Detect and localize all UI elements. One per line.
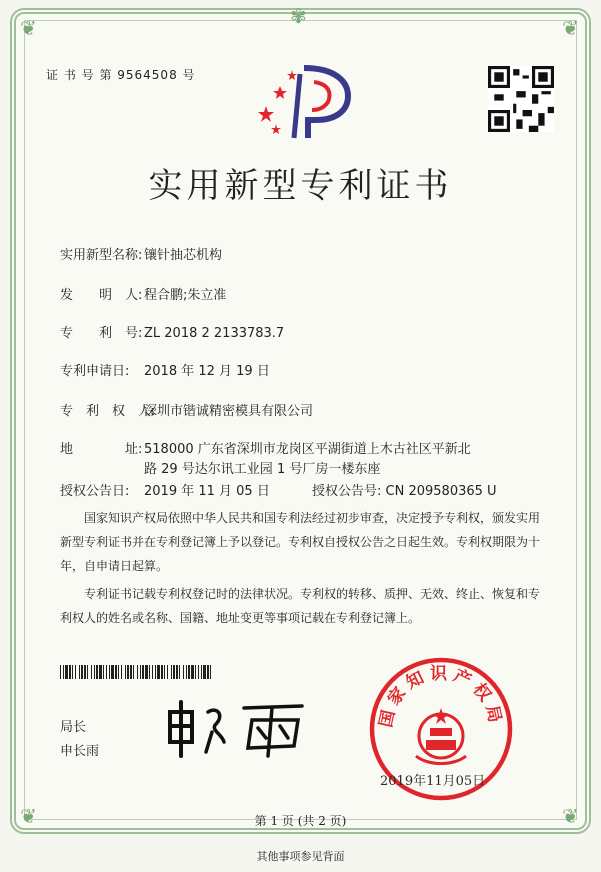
- barcode-bar: [99, 665, 102, 679]
- barcode-bar: [65, 665, 68, 679]
- paragraph-grant: 国家知识产权局依照中华人民共和国专利法经过初步审查，决定授予专利权，颁发实用新型专利证书并在专利登记簿上予以登记。专利权自授权公告之日起生效。专利权期限为十年，自申请日起算。: [60, 511, 541, 573]
- seal-date: 2019年11月05日: [380, 774, 486, 789]
- director-name: 申长雨: [60, 744, 100, 759]
- barcode-bar: [191, 665, 194, 679]
- barcode-bar: [137, 665, 138, 679]
- barcode-bar: [127, 665, 129, 679]
- barcode-bar: [149, 665, 150, 679]
- barcode-bar: [188, 665, 190, 679]
- barcode-bar: [176, 665, 178, 679]
- field-address-line2: 路 29 号达尔讯工业园 1 号厂房一楼东座: [144, 462, 381, 477]
- barcode-bar: [167, 665, 168, 679]
- barcode-bar: [94, 665, 95, 679]
- field-announce-number: 授权公告号: CN 209580365 U: [312, 484, 497, 499]
- paragraph-legal-status: 专利证书记载专利权登记时的法律状况。专利权的转移、质押、无效、终止、恢复和专利权人的姓名或名称、国籍、地址变更等事项记载在专利登记簿上。: [60, 587, 541, 625]
- field-patentee: 专 利 权 人:深圳市锴诚精密模具有限公司: [60, 404, 314, 419]
- corner-ornament-icon: ❦: [20, 804, 37, 828]
- certificate-title: 实用新型专利证书: [148, 166, 453, 206]
- barcode-bar: [63, 665, 64, 679]
- barcode-bar: [115, 665, 117, 679]
- barcode-bar: [81, 665, 83, 679]
- barcode-bar: [109, 665, 110, 679]
- corner-ornament-icon: ❦: [20, 16, 37, 40]
- seal-text: 国家知识产权局: [376, 664, 506, 730]
- field-patent-number: 专 利 号: ZL 2018 2 2133783.7: [60, 326, 285, 341]
- barcode-bar: [79, 665, 80, 679]
- page-number: 第 1 页 (共 2 页): [254, 814, 347, 828]
- field-inventor: 发 明 人: 程合鹏;朱立准: [60, 288, 227, 303]
- director-signature: [162, 698, 312, 760]
- barcode-bar: [164, 665, 165, 679]
- barcode-bar: [179, 665, 180, 679]
- barcode-bar: [103, 665, 104, 679]
- barcode-bar: [69, 665, 71, 679]
- barcode-bar: [171, 665, 172, 679]
- barcode-bar: [130, 665, 132, 679]
- barcode-bar: [155, 665, 156, 679]
- barcode-bar: [125, 665, 126, 679]
- barcode-bar: [145, 665, 148, 679]
- barcode-bar: [91, 665, 92, 679]
- barcode-bar: [111, 665, 114, 679]
- certificate-number: 证 书 号 第 9564508 号: [46, 68, 196, 82]
- barcode-bar: [157, 665, 160, 679]
- field-announce-date: 授权公告日: 2019 年 11 月 05 日: [60, 484, 270, 499]
- corner-ornament-icon: ❦: [562, 16, 579, 40]
- barcode-bar: [210, 665, 211, 679]
- barcode-bar: [75, 665, 76, 679]
- barcode-bar: [186, 665, 187, 679]
- footer-note: 其他事项参见背面: [256, 850, 345, 863]
- barcode-bar: [198, 665, 199, 679]
- barcode-bar: [87, 665, 88, 679]
- barcode-bar: [195, 665, 196, 679]
- barcode-bar: [133, 665, 134, 679]
- barcode-bar: [152, 665, 153, 679]
- barcode-bar: [140, 665, 141, 679]
- field-address: 地 址: 518000 广东省深圳市龙岗区平湖街道上木古社区平新北: [60, 442, 471, 457]
- barcode-bar: [121, 665, 122, 679]
- barcode-bar: [161, 665, 163, 679]
- barcode-bar: [142, 665, 144, 679]
- top-ornament-icon: ✾: [290, 4, 307, 28]
- barcode-bar: [201, 665, 202, 679]
- barcode-bar: [84, 665, 86, 679]
- barcode-bar: [96, 665, 98, 679]
- barcode-bar: [207, 665, 209, 679]
- director-title: 局长: [60, 720, 87, 735]
- qr-code: [488, 66, 554, 132]
- barcode: [60, 665, 214, 679]
- barcode-bar: [203, 665, 206, 679]
- barcode-bar: [60, 665, 61, 679]
- barcode-bar: [106, 665, 107, 679]
- field-utility-model-name: 实用新型名称: 镶针抽芯机构: [60, 248, 223, 263]
- barcode-bar: [173, 665, 175, 679]
- patent-office-logo: [256, 62, 354, 142]
- field-filing-date: 专利申请日: 2018 年 12 月 19 日: [60, 364, 270, 379]
- corner-ornament-icon: ❦: [562, 804, 579, 828]
- barcode-bar: [183, 665, 184, 679]
- barcode-bar: [118, 665, 119, 679]
- barcode-bar: [72, 665, 73, 679]
